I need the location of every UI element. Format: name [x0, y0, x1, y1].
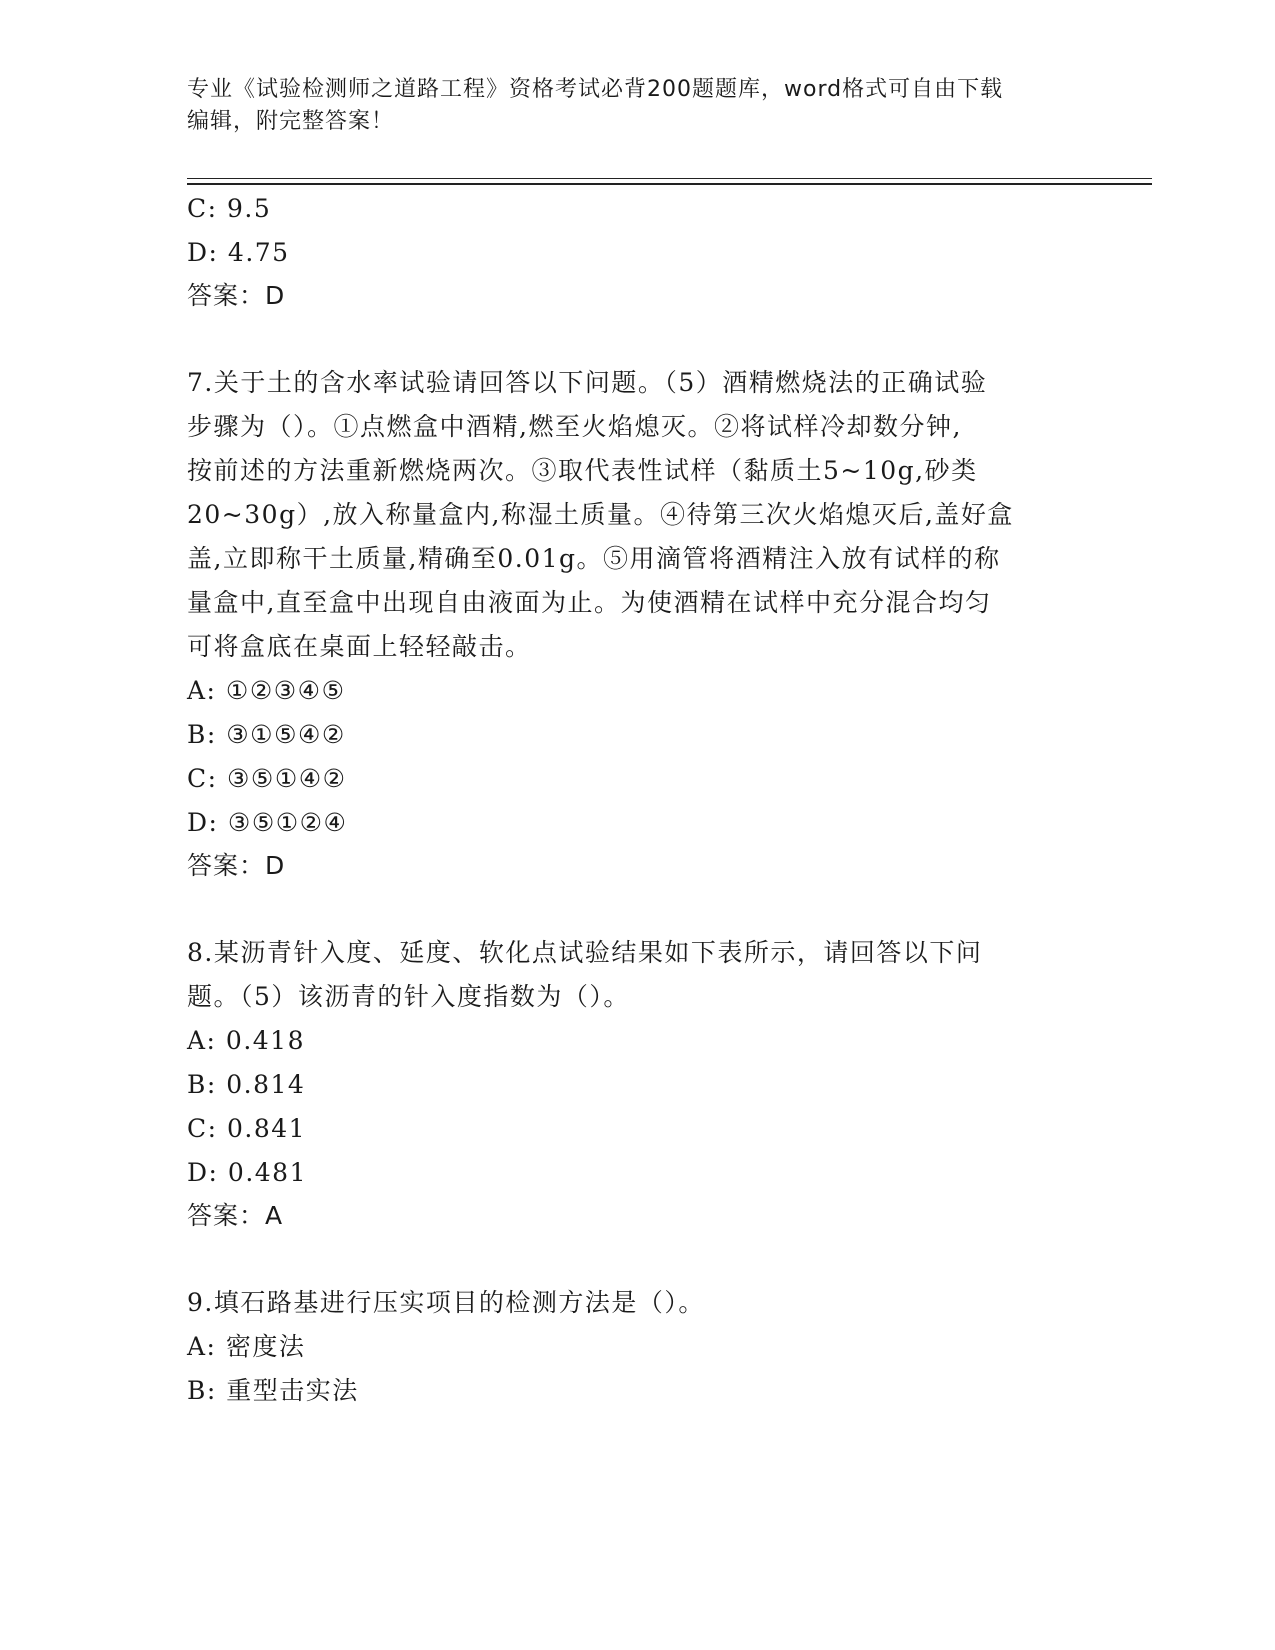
- q7-stem-line-5: 盖,立即称干土质量,精确至0.01g。⑤用滴管将酒精注入放有试样的称: [187, 544, 1001, 573]
- header-line-2: 编辑，附完整答案！: [187, 109, 395, 134]
- q8-option-b: B: 0.814: [187, 1070, 306, 1099]
- q7-stem-line-3: 按前述的方法重新燃烧两次。③取代表性试样（黏质土5~10g,砂类: [187, 456, 978, 485]
- q7-stem-line-7: 可将盒底在桌面上轻轻敲击。: [187, 632, 532, 661]
- q8-stem-line-1: 8.某沥青针入度、延度、软化点试验结果如下表所示，请回答以下问: [187, 938, 983, 967]
- q7-stem-line-6: 量盒中,直至盒中出现自由液面为止。为使酒精在试样中充分混合均匀: [187, 588, 992, 617]
- q7-option-d: D: ③⑤①②④: [187, 808, 348, 837]
- q7-stem-line-1: 7.关于土的含水率试验请回答以下问题。（5）酒精燃烧法的正确试验: [187, 368, 988, 397]
- q8-stem-line-2: 题。（5）该沥青的针入度指数为（）。: [187, 982, 630, 1011]
- q7-option-a: A: ①②③④⑤: [187, 676, 346, 705]
- q7-stem-line-4: 20~30g）,放入称量盒内,称湿土质量。④待第三次火焰熄灭后,盖好盒: [187, 500, 1014, 529]
- q7-option-b: B: ③①⑤④②: [187, 720, 346, 749]
- q8-answer: 答案：A: [187, 1201, 284, 1230]
- q8-option-d: D: 0.481: [187, 1158, 307, 1187]
- header-line-1: 专业《试验检测师之道路工程》资格考试必背200题题库，word格式可自由下载: [187, 77, 1004, 102]
- q7-option-c: C: ③⑤①④②: [187, 764, 347, 793]
- header-divider-thin: [187, 178, 1152, 179]
- q8-option-a: A: 0.418: [187, 1026, 305, 1055]
- q7-stem-line-2: 步骤为（）。①点燃盒中酒精,燃至火焰熄灭。②将试样冷却数分钟,: [187, 412, 962, 441]
- q6-answer: 答案：D: [187, 281, 286, 310]
- header-divider-thick: [187, 183, 1152, 185]
- q9-option-b: B: 重型击实法: [187, 1376, 359, 1405]
- q8-option-c: C: 0.841: [187, 1114, 307, 1143]
- q6-option-d: D: 4.75: [187, 238, 290, 267]
- q9-stem-line-1: 9.填石路基进行压实项目的检测方法是（）。: [187, 1288, 705, 1317]
- q7-answer: 答案：D: [187, 851, 286, 880]
- document-header: [187, 74, 1067, 138]
- q6-option-c: C: 9.5: [187, 194, 272, 223]
- q9-option-a: A: 密度法: [187, 1332, 306, 1361]
